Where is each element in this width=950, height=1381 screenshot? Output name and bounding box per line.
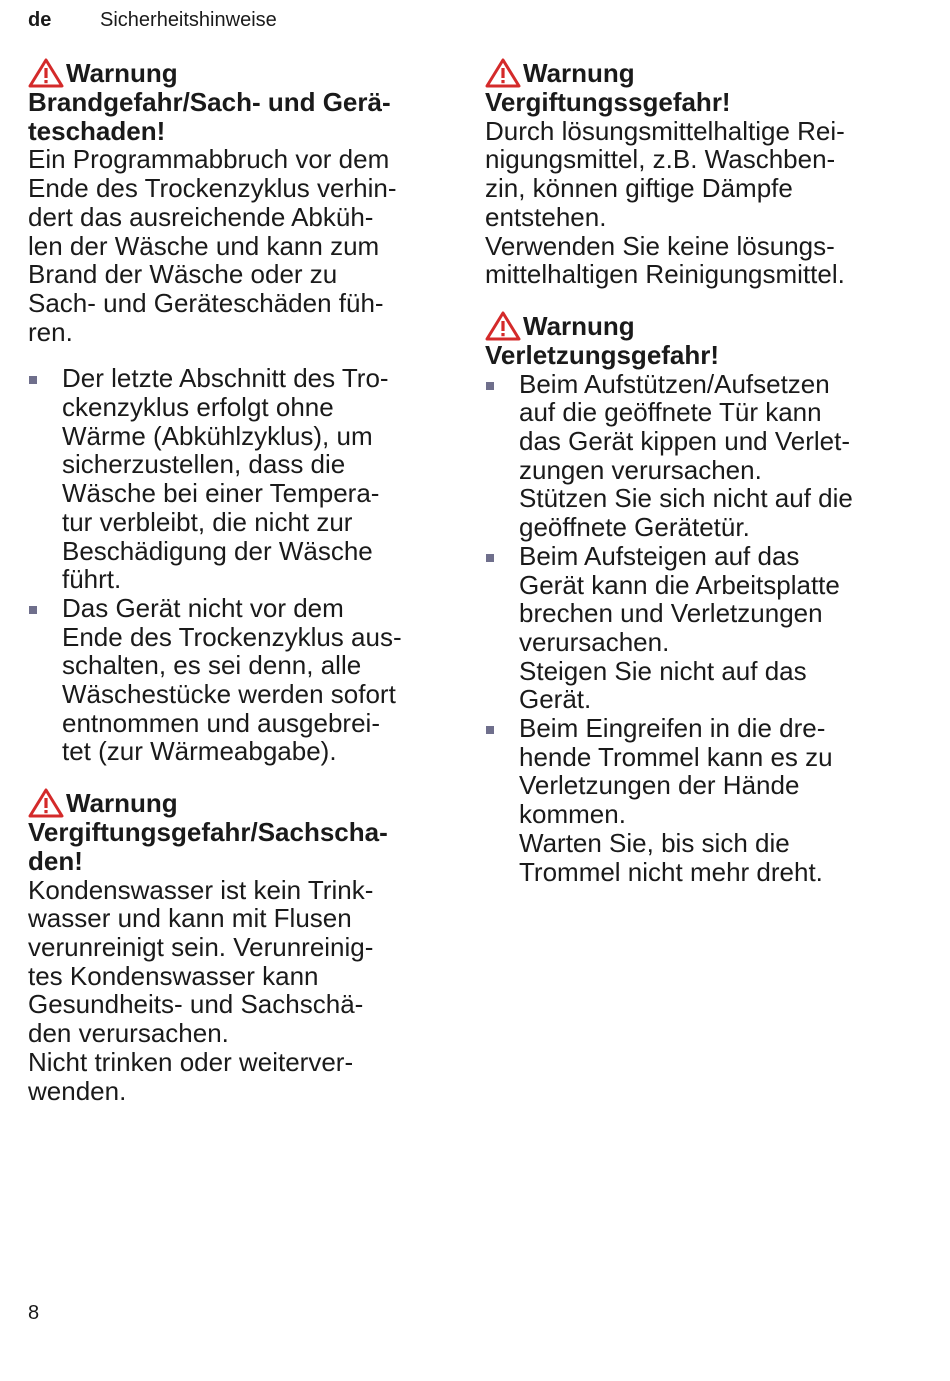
warning-triangle-icon <box>485 311 521 341</box>
list-item <box>485 370 925 542</box>
warning-block-injury <box>485 311 925 886</box>
text-line: tes Kondenswasser kann <box>28 960 319 991</box>
text-line: zungen verursachen. <box>519 454 762 485</box>
list-item <box>485 542 925 714</box>
text-line: Der letzte Abschnitt des Tro- <box>62 363 389 394</box>
text-line: sicherzustellen, dass die <box>62 449 346 480</box>
warning-label: Warnung <box>523 58 635 88</box>
warning-label: Warnung <box>66 788 178 819</box>
text-line: tet (zur Wärmeabgabe). <box>62 736 337 767</box>
text-line: den verursachen. <box>28 1018 229 1049</box>
text-line: hende Trommel kann es zu <box>519 741 833 772</box>
text-line: Das Gerät nicht vor dem <box>62 592 344 623</box>
hazard-title-line: Verletzungsgefahr! <box>485 339 720 370</box>
text-line: tur verbleibt, die nicht zur <box>62 506 353 537</box>
text-line: ckenzyklus erfolgt ohne <box>62 392 334 423</box>
hazard-title <box>28 88 458 145</box>
action-line: geöffnete Gerätetür. <box>519 512 750 543</box>
text-line: Verletzungen der Hände <box>519 770 800 801</box>
language-code: de <box>28 9 52 31</box>
hazard-description <box>28 145 458 346</box>
hazard-title-line: Vergiftungssgefahr! <box>485 87 731 117</box>
action-line: Trommel nicht mehr dreht. <box>519 856 823 887</box>
hazard-title-line: teschaden! <box>28 115 166 146</box>
text-line: brechen und Verletzungen <box>519 598 823 629</box>
list-item <box>485 714 925 886</box>
text-line: Brand der Wäsche oder zu <box>28 259 338 290</box>
text-line: dert das ausreichende Abküh- <box>28 201 374 232</box>
text-line: Beschädigung der Wäsche <box>62 535 373 566</box>
hazard-title <box>485 88 925 117</box>
text-line: führt. <box>62 564 122 595</box>
warning-label: Warnung <box>523 310 635 341</box>
warning-heading <box>28 58 458 88</box>
warning-triangle-icon <box>28 788 64 818</box>
page-number: 8 <box>28 1302 40 1324</box>
text-line: Beim Aufsteigen auf das <box>519 540 800 571</box>
text-line: len der Wäsche und kann zum <box>28 230 380 261</box>
text-line: entnommen und ausgebrei- <box>62 707 380 738</box>
list-item <box>28 594 458 766</box>
warning-label: Warnung <box>66 58 178 88</box>
hazard-title <box>485 341 925 370</box>
text-line: Durch lösungsmittelhaltige Rei- <box>485 115 845 146</box>
warning-block-poisoning-damage <box>28 788 458 1105</box>
text-line: kommen. <box>519 799 626 830</box>
text-line: Gesundheits- und Sachschä- <box>28 989 364 1020</box>
text-line: Ende des Trockenzyklus verhin- <box>28 173 397 204</box>
text-line: schalten, es sei denn, alle <box>62 650 362 681</box>
text-line: Beim Eingreifen in die dre- <box>519 713 826 744</box>
warning-triangle-icon <box>485 58 521 88</box>
left-column <box>28 58 458 1127</box>
section-title: Sicherheitshinweise <box>100 9 277 31</box>
text-line: nigungsmittel, z.B. Waschben- <box>485 144 836 175</box>
text-line: Wäsche bei einer Tempera- <box>62 478 380 509</box>
text-line: zin, können giftige Dämpfe <box>485 173 793 204</box>
text-line: wenden. <box>28 1075 127 1106</box>
text-line: mittelhaltigen Reinigungsmittel. <box>485 259 845 290</box>
text-line: verunreinigt sein. Verunreinig- <box>28 931 374 962</box>
text-line: Gerät kann die Arbeitsplatte <box>519 569 840 600</box>
text-line: Kondenswasser ist kein Trink- <box>28 874 374 905</box>
action-line: Warten Sie, bis sich die <box>519 827 790 858</box>
right-column <box>485 58 925 908</box>
warning-heading <box>28 788 458 818</box>
text-line: ren. <box>28 316 73 347</box>
warning-heading <box>485 311 925 341</box>
text-line: Verwenden Sie keine lösungs- <box>485 230 835 261</box>
hazard-title-line: den! <box>28 845 83 876</box>
warning-triangle-icon <box>28 58 64 88</box>
square-bullet-icon <box>486 726 494 734</box>
text-line: wasser und kann mit Flusen <box>28 903 352 934</box>
text-line: Nicht trinken oder weiterver- <box>28 1046 354 1077</box>
hazard-description <box>28 876 458 1106</box>
text-line: verursachen. <box>519 626 670 657</box>
text-line: auf die geöffnete Tür kann <box>519 397 822 428</box>
text-line: Beim Aufstützen/Aufsetzen <box>519 368 830 399</box>
hazard-title <box>28 818 458 875</box>
bullet-list <box>28 364 458 766</box>
action-line: Steigen Sie nicht auf das <box>519 655 807 686</box>
square-bullet-icon <box>29 376 37 384</box>
text-line: entstehen. <box>485 201 607 232</box>
text-line: Wäschestücke werden sofort <box>62 679 396 710</box>
text-line: das Gerät kippen und Verlet- <box>519 426 850 457</box>
warning-block-poisoning <box>485 58 925 289</box>
square-bullet-icon <box>29 606 37 614</box>
action-line: Stützen Sie sich nicht auf die <box>519 483 853 514</box>
warning-heading <box>485 58 925 88</box>
text-line: Ende des Trockenzyklus aus- <box>62 621 402 652</box>
square-bullet-icon <box>486 554 494 562</box>
hazard-title-line: Vergiftungsgefahr/Sachscha- <box>28 817 388 848</box>
square-bullet-icon <box>486 382 494 390</box>
bullet-list <box>485 370 925 887</box>
action-line: Gerät. <box>519 684 592 715</box>
text-line: Sach- und Geräteschäden füh- <box>28 287 384 318</box>
warning-block-fire <box>28 58 458 766</box>
list-item <box>28 364 458 594</box>
text-line: Ein Programmabbruch vor dem <box>28 144 390 175</box>
hazard-title-line: Brandgefahr/Sach- und Gerä- <box>28 87 391 117</box>
hazard-description <box>485 117 925 289</box>
text-line: Wärme (Abkühlzyklus), um <box>62 420 373 451</box>
